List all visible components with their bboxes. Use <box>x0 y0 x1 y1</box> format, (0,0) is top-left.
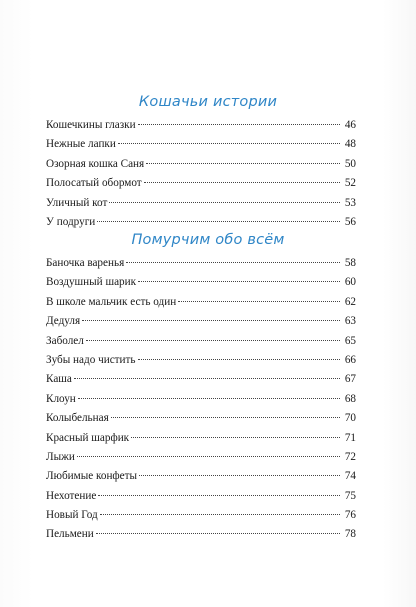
toc-entry <box>46 525 356 544</box>
dot-leader <box>98 495 340 496</box>
toc-entry <box>46 506 356 525</box>
toc-entry-page: 68 <box>344 392 356 405</box>
toc-entry-title: Пельмени <box>46 528 94 541</box>
toc-entry-title: Нежные лапки <box>46 138 116 151</box>
toc-entry-title: Красный шарфик <box>46 431 130 444</box>
toc-entry-page: 72 <box>344 450 356 463</box>
dot-leader <box>77 456 340 457</box>
dot-leader <box>78 398 340 399</box>
toc-entry-title: Воздушный шарик <box>46 276 137 289</box>
toc-entry-title: Новый Год <box>46 509 98 522</box>
toc-entry <box>46 409 356 428</box>
toc-entry-title: Баночка варенья <box>46 257 125 269</box>
toc-entry-title: Уличный кот <box>46 196 108 209</box>
dot-leader <box>131 437 340 438</box>
toc-entry-title: У подруги <box>46 215 96 228</box>
toc-entry <box>46 155 356 174</box>
toc-entry <box>46 390 356 409</box>
toc-entry <box>46 332 356 351</box>
toc-entry <box>46 370 356 389</box>
dot-leader <box>138 124 340 125</box>
toc-entry <box>46 467 356 486</box>
toc-entry-page: 65 <box>344 334 356 347</box>
section-title-cat-stories: Кошачьи истории <box>138 94 278 110</box>
section-title-purr-about-everything: Помурчим обо всём <box>131 232 285 248</box>
toc-entry-title: Дедуля <box>46 315 81 328</box>
toc-entry-page: 63 <box>344 315 356 328</box>
toc-entry-title: Кошечкины глазки <box>46 119 136 131</box>
toc-list-cat-stories <box>46 116 356 232</box>
dot-leader <box>138 359 340 360</box>
dot-leader <box>100 514 340 515</box>
toc-entry <box>46 174 356 193</box>
dot-leader <box>146 163 340 164</box>
toc-entry-page: 66 <box>344 353 356 366</box>
toc-entry-page: 50 <box>344 157 356 170</box>
toc-entry-page: 78 <box>344 528 356 541</box>
dot-leader <box>109 202 340 203</box>
toc-entry-title: Заболел <box>46 334 84 347</box>
toc-entry-page: 75 <box>344 489 356 502</box>
toc-entry-title: Любимые конфеты <box>46 470 138 483</box>
toc-entry-title: Колыбельная <box>46 412 109 425</box>
toc-entry <box>46 116 356 135</box>
toc-entry <box>46 293 356 312</box>
toc-entry-page: 71 <box>344 431 356 444</box>
toc-entry-title: Клоун <box>46 392 76 405</box>
toc-entry-title: Полосатый обормот <box>46 177 142 190</box>
toc-entry-page: 62 <box>344 295 356 308</box>
toc-entry-title: В школе мальчик есть один <box>46 295 177 308</box>
toc-entry-title: Зубы надо чистить <box>46 353 136 366</box>
dot-leader <box>139 475 340 476</box>
toc-entry <box>46 194 356 213</box>
toc-entry-page: 76 <box>344 509 356 522</box>
toc-list-purr-about-everything <box>46 254 356 545</box>
toc-entry <box>46 213 356 232</box>
toc-entry-page: 58 <box>344 257 356 269</box>
dot-leader <box>111 417 340 418</box>
toc-entry-page: 74 <box>344 470 356 483</box>
toc-entry-title: Каша <box>46 373 72 386</box>
toc-entry-title: Нехотение <box>46 489 97 502</box>
toc-entry <box>46 273 356 292</box>
toc-entry-page: 67 <box>344 373 356 386</box>
toc-entry-title: Лыжи <box>46 450 75 463</box>
dot-leader <box>118 143 340 144</box>
toc-entry-page: 52 <box>344 177 356 190</box>
toc-entry <box>46 351 356 370</box>
toc-entry-page: 53 <box>344 196 356 209</box>
dot-leader <box>96 533 340 534</box>
toc-entry <box>46 429 356 448</box>
dot-leader <box>82 320 340 321</box>
dot-leader <box>74 378 340 379</box>
dot-leader <box>86 340 340 341</box>
dot-leader <box>178 301 340 302</box>
dot-leader <box>144 182 340 183</box>
dot-leader <box>97 221 340 222</box>
toc-entry <box>46 487 356 506</box>
toc-entry <box>46 135 356 154</box>
toc-entry <box>46 312 356 331</box>
toc-entry <box>46 448 356 467</box>
toc-entry-page: 46 <box>344 119 356 131</box>
toc-entry <box>46 254 356 273</box>
toc-entry-page: 48 <box>344 138 356 151</box>
toc-entry-page: 60 <box>344 276 356 289</box>
toc-entry-title: Озорная кошка Саня <box>46 157 145 170</box>
toc-entry-page: 70 <box>344 412 356 425</box>
dot-leader <box>138 281 340 282</box>
dot-leader <box>126 262 340 263</box>
toc-entry-page: 56 <box>344 215 356 228</box>
